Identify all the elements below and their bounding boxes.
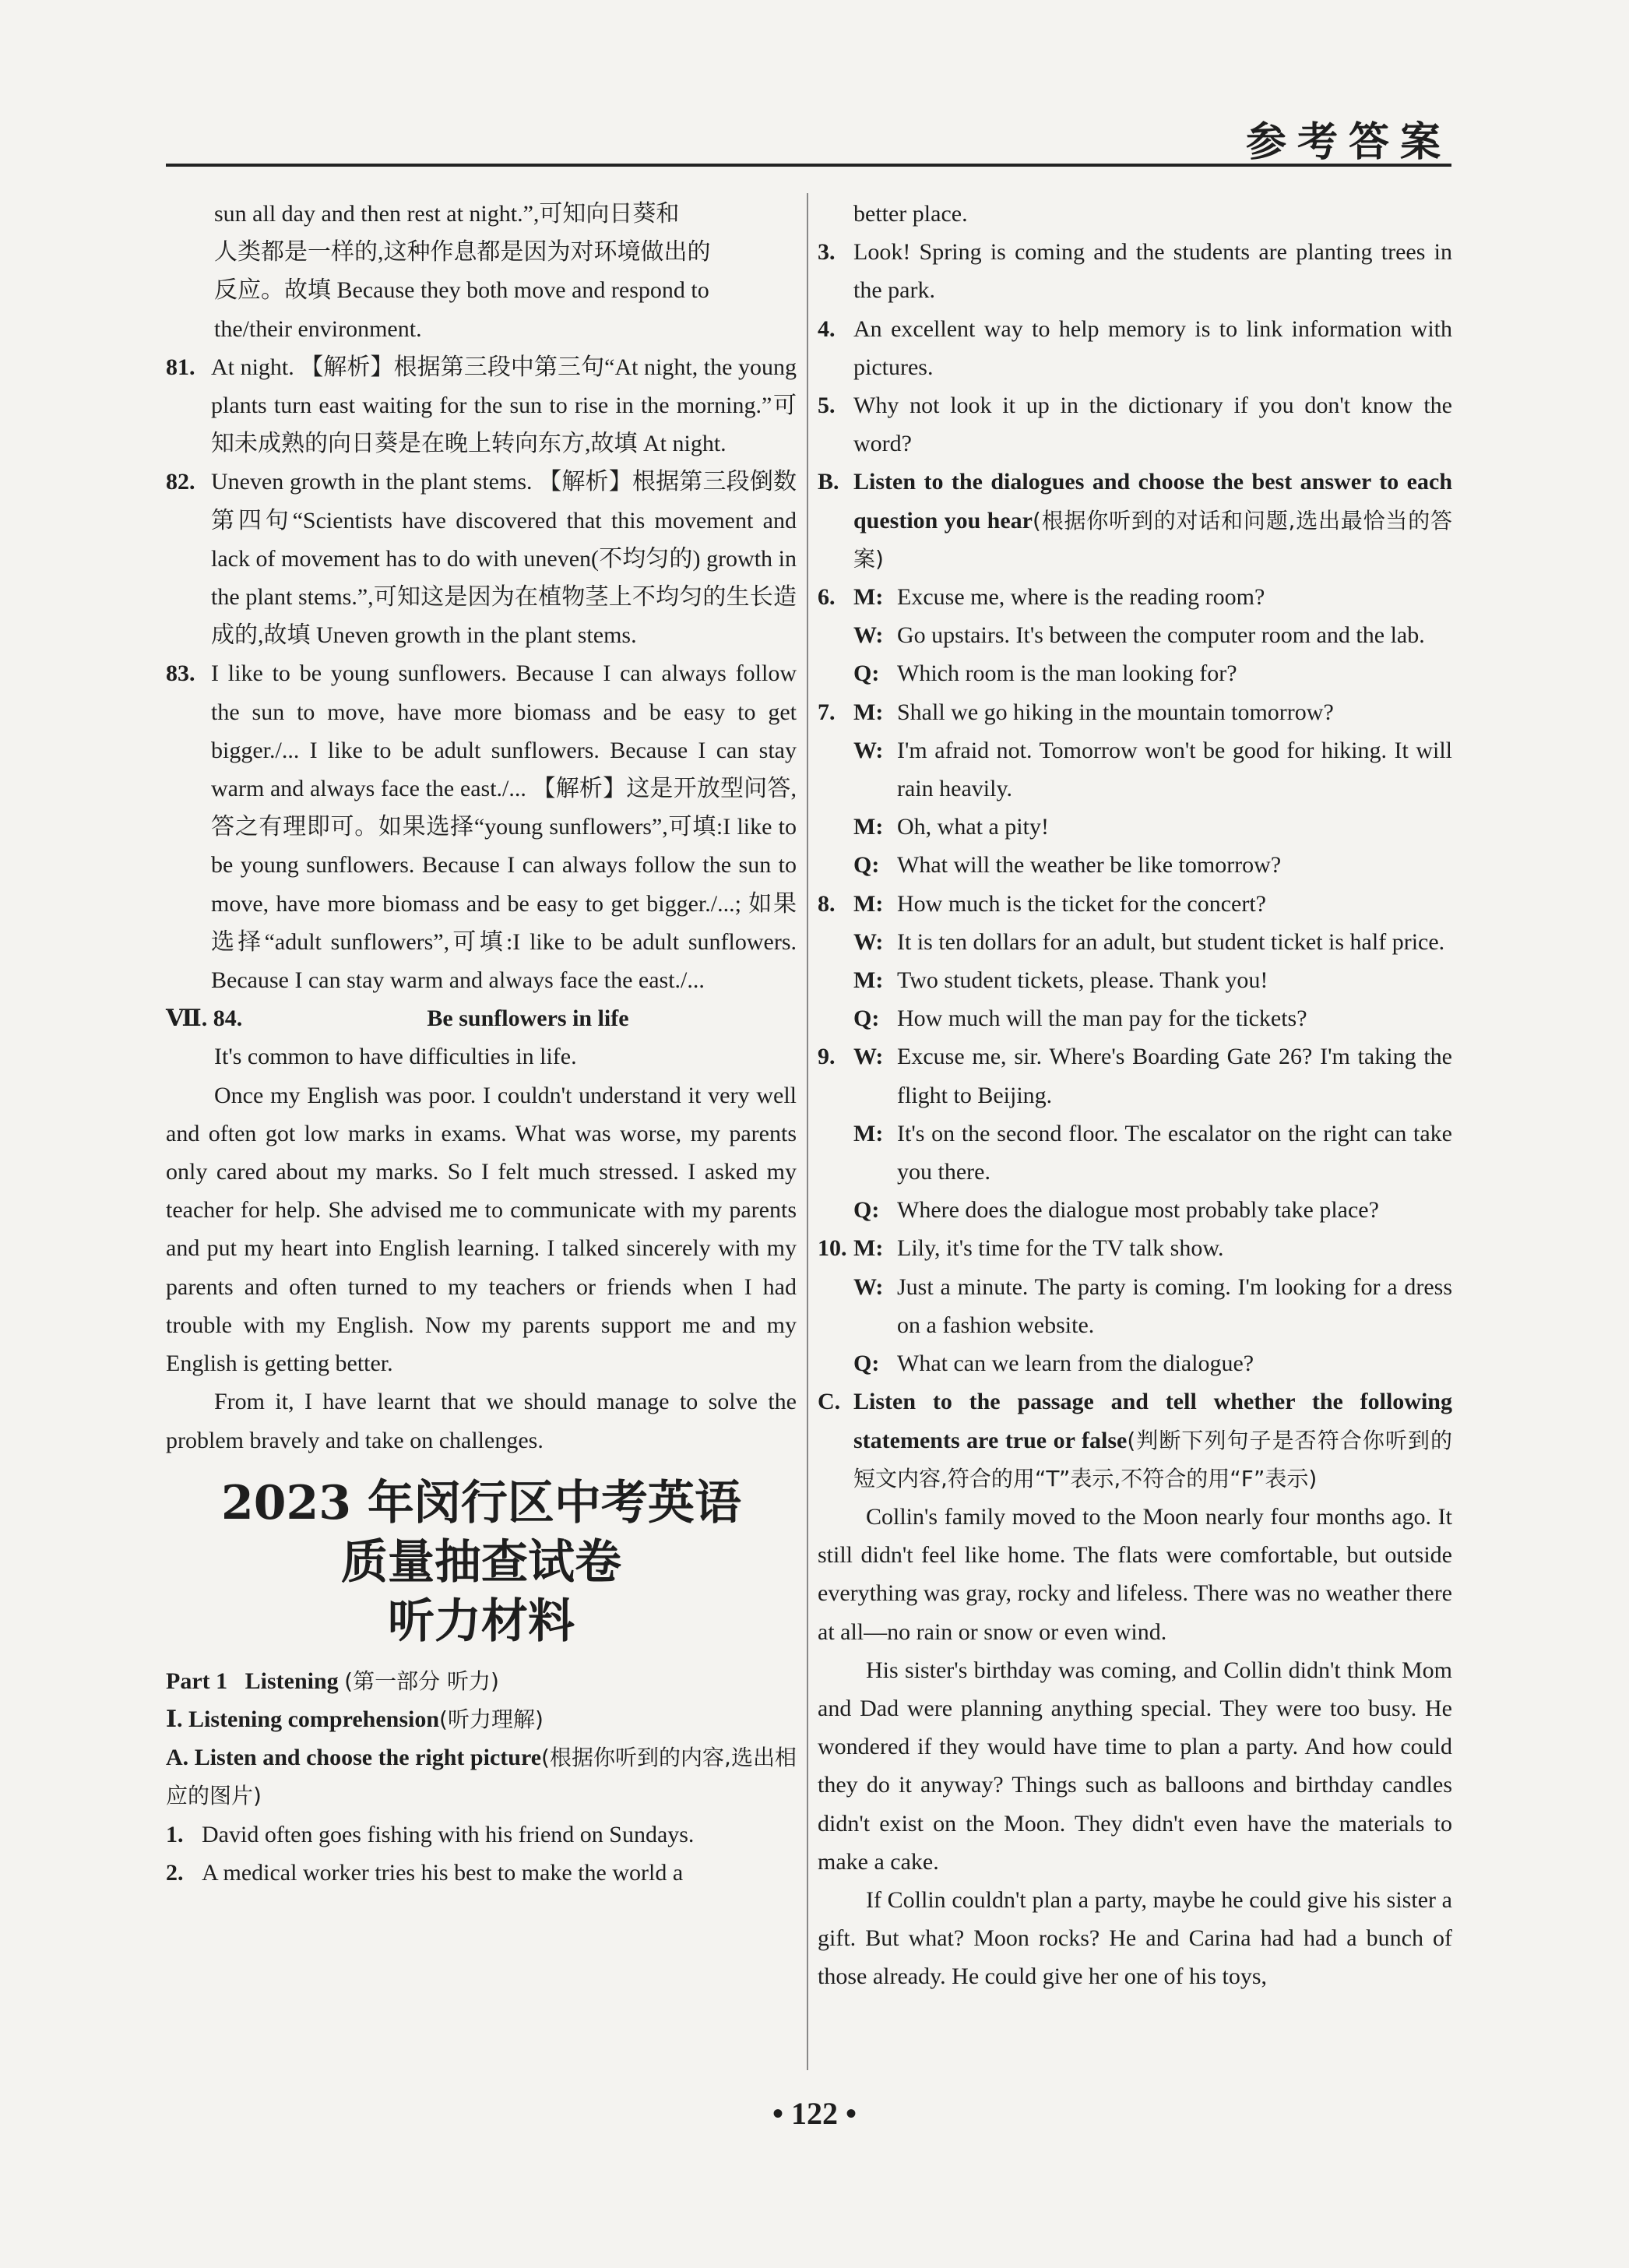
subsection-instruction: Listen to the passage and tell whether the following statements are true or false xyxy=(853,1389,1452,1453)
dialogue-line xyxy=(853,693,1452,731)
answer-text: At night. 【解析】根据第三段中第三句“At night, the young plants turn east waiting for the sun to rise in the morning.”可知未成熟的向日葵是在晚上转向东方,故填 At night. xyxy=(211,354,797,457)
page-number: • 122 • xyxy=(772,2096,857,2131)
answer-number: 81. xyxy=(166,354,195,380)
answer-number: Ⅶ. 84. xyxy=(166,1005,243,1032)
speaker-label: Q: xyxy=(853,1197,880,1224)
dialogue-line xyxy=(853,731,1452,808)
item-number: 4. xyxy=(818,315,836,342)
dialogue-line xyxy=(853,923,1452,961)
dialogue-line xyxy=(853,961,1452,999)
part-name: Listening xyxy=(245,1668,339,1694)
dialogue-line xyxy=(853,1268,1452,1344)
essay-paragraph: From it, I have learnt that we should manage to solve the problem bravely and take on challenges. xyxy=(166,1389,797,1453)
section-label xyxy=(166,1700,797,1738)
subsection-letter: B. xyxy=(818,469,839,495)
dialogue-line xyxy=(853,1115,1452,1191)
part-cn: (第一部分 听力) xyxy=(344,1668,499,1694)
continued-text: better place. xyxy=(853,201,968,227)
section-name: Listening comprehension xyxy=(188,1706,440,1732)
speaker-text: How much will the man pay for the tickets? xyxy=(897,1005,1307,1032)
subsection-cn: (判断下列句子是否符合你听到的短文内容,符合的用“T”表示,不符合的用“F”表示) xyxy=(853,1427,1452,1491)
dialogue-number: 7. xyxy=(818,699,836,725)
speaker-text: Two student tickets, please. Thank you! xyxy=(897,967,1268,994)
right-column xyxy=(818,195,1452,1996)
essay-title: Be sunflowers in life xyxy=(427,1005,629,1032)
dialogue-number: 9. xyxy=(818,1044,836,1070)
speaker-label: W: xyxy=(853,737,884,763)
speaker-label: Q: xyxy=(853,852,880,879)
dialogue-line xyxy=(853,846,1452,884)
speaker-text: I'm afraid not. Tomorrow won't be good for hiking. It will rain heavily. xyxy=(897,737,1452,802)
dialogue-line xyxy=(853,999,1452,1037)
section-number: Ⅰ. xyxy=(166,1706,183,1732)
dialogue-line xyxy=(853,1191,1452,1229)
subsection-letter: A. xyxy=(166,1745,189,1771)
speaker-text: Go upstairs. It's between the computer room and the lab. xyxy=(897,622,1425,649)
subsection-C xyxy=(818,1382,1452,1498)
subsection-instruction: Listen to the dialogues and choose the best answer to each question you hear xyxy=(853,469,1452,534)
speaker-text: Lily, it's time for the TV talk show. xyxy=(897,1235,1224,1262)
section-cn: (听力理解) xyxy=(439,1706,544,1732)
essay-paragraph: Once my English was poor. I couldn't understand it very well and often got low marks in exams. What was worse, my parents only cared about my marks. So I felt much stressed. I asked my teacher for help. She advised me to communicate with my parents and put my heart into English learning. I talked sincerely with my parents and often turned to my teachers or friends when I had trouble with my English. Now my parents support me and my English is getting better. xyxy=(166,1082,797,1377)
dialogue-number: 6. xyxy=(818,584,836,611)
header-rule xyxy=(166,164,1451,167)
speaker-label: M: xyxy=(853,890,884,917)
speaker-label: W: xyxy=(853,622,884,649)
dialogue-line xyxy=(853,885,1452,923)
dialogue-number: 10. xyxy=(818,1235,847,1262)
dialogue-line xyxy=(853,578,1452,616)
dialogue-line xyxy=(853,1229,1452,1267)
speaker-label: W: xyxy=(853,1273,884,1300)
speaker-label: M: xyxy=(853,967,884,994)
dialogue-line xyxy=(853,808,1452,846)
item-text: Why not look it up in the dictionary if you don't know the word? xyxy=(853,393,1452,457)
answer-number: 82. xyxy=(166,469,195,495)
item-text: An excellent way to help memory is to link information with pictures. xyxy=(853,315,1452,380)
speaker-text: It's on the second floor. The escalator on the right can take you there. xyxy=(897,1120,1452,1185)
speaker-label: Q: xyxy=(853,1005,880,1032)
answer-83 xyxy=(166,654,797,999)
column-divider xyxy=(807,193,808,2070)
speaker-text: Oh, what a pity! xyxy=(897,814,1049,840)
speaker-label: W: xyxy=(853,928,884,955)
answer-number: 83. xyxy=(166,660,195,687)
dialogue-line xyxy=(853,616,1452,654)
listening-item xyxy=(818,310,1452,386)
speaker-label: Q: xyxy=(853,660,880,687)
listening-item xyxy=(818,386,1452,463)
speaker-text: What can we learn from the dialogue? xyxy=(897,1351,1254,1377)
part-number: Part 1 xyxy=(166,1668,228,1694)
speaker-text: Where does the dialogue most probably take place? xyxy=(897,1197,1379,1224)
speaker-label: M: xyxy=(853,699,884,725)
dialogue-number: 8. xyxy=(818,890,836,917)
item-text: Look! Spring is coming and the students are planting trees in the park. xyxy=(853,239,1452,304)
dialogue-8 xyxy=(818,885,1452,1038)
item-number: 1. xyxy=(166,1821,184,1847)
item-number: 5. xyxy=(818,393,836,419)
intro-line: 反应。故填 Because they both move and respond to xyxy=(214,277,709,304)
subsection-instruction: Listen and choose the right picture xyxy=(194,1745,542,1771)
dialogue-7 xyxy=(818,693,1452,885)
subsection-cn: (根据你听到的对话和问题,选出最恰当的答案) xyxy=(853,507,1453,572)
speaker-text: What will the weather be like tomorrow? xyxy=(897,852,1282,879)
speaker-text: It is ten dollars for an adult, but student ticket is half price. xyxy=(897,928,1445,955)
subsection-cn: (根据你听到的内容,选出相应的图片) xyxy=(166,1745,797,1809)
speaker-label: Q: xyxy=(853,1351,880,1377)
essay-paragraph: It's common to have difficulties in life. xyxy=(214,1044,577,1070)
speaker-text: Excuse me, where is the reading room? xyxy=(897,584,1265,611)
dialogue-6 xyxy=(818,578,1452,693)
intro-line: sun all day and then rest at night.”,可知向日葵和 xyxy=(214,201,680,227)
dialogue-10 xyxy=(818,1229,1452,1382)
item-number: 3. xyxy=(818,239,836,266)
item-text: David often goes fishing with his friend on Sundays. xyxy=(202,1821,695,1847)
speaker-label: M: xyxy=(853,1235,884,1262)
speaker-text: How much is the ticket for the concert? xyxy=(897,890,1266,917)
speaker-text: Just a minute. The party is coming. I'm looking for a dress on a fashion website. xyxy=(897,1273,1452,1338)
section-heading-line: 听力材料 xyxy=(388,1594,575,1649)
speaker-text: Which room is the man looking for? xyxy=(897,660,1237,687)
speaker-label: W: xyxy=(853,1044,884,1070)
passage-paragraph: Collin's family moved to the Moon nearly four months ago. It still didn't feel like home. The flats were comfortable, but outside everything was gray, rocky and lifeless. There was no weather there at all—no rain or snow or even wind. xyxy=(818,1503,1452,1645)
listening-item xyxy=(166,1815,797,1854)
speaker-text: Shall we go hiking in the mountain tomorrow? xyxy=(897,699,1334,725)
header-title: 参考答案 xyxy=(1245,118,1451,166)
answer-82 xyxy=(166,463,797,654)
listening-item xyxy=(818,233,1452,309)
subsection-A xyxy=(166,1738,797,1815)
speaker-label: M: xyxy=(853,814,884,840)
answer-81 xyxy=(166,348,797,463)
section-heading-line: 2023 年闵行区中考英语 xyxy=(221,1475,741,1530)
dialogue-line xyxy=(853,654,1452,692)
answer-84 xyxy=(166,999,797,1037)
speaker-text: Excuse me, sir. Where's Boarding Gate 26? I'm taking the flight to Beijing. xyxy=(897,1044,1452,1108)
dialogue-9 xyxy=(818,1037,1452,1229)
dialogue-line xyxy=(853,1037,1452,1114)
left-column xyxy=(166,195,797,1892)
section-heading xyxy=(166,1474,797,1651)
listening-item xyxy=(166,1854,797,1892)
item-text: A medical worker tries his best to make the world a xyxy=(202,1859,684,1886)
speaker-label: M: xyxy=(853,1120,884,1146)
intro-line: the/their environment. xyxy=(214,315,422,342)
section-heading-line: 质量抽查试卷 xyxy=(341,1534,621,1590)
answer-text: I like to be young sunflowers. Because I can always follow the sun to move, have more biomass and be easy to get bigger./... I like to be adult sunflowers. Because I can stay warm and always face the east./... 【解析】这是开放型问答,答之有理即可。如果选择“young sunflowers”,可填:I like to be young sunflowers. Because I can always follow the sun to move, have more biomass and be easy to get bigger./...; 如果选择“adult sunflowers”,可填:I like to be adult sunflowers. Because I can stay warm and always face the east./... xyxy=(211,660,797,994)
speaker-label: M: xyxy=(853,584,884,611)
item-number: 2. xyxy=(166,1859,184,1886)
intro-line: 人类都是一样的,这种作息都是因为对环境做出的 xyxy=(214,239,711,266)
dialogue-line xyxy=(853,1344,1452,1382)
part-label xyxy=(166,1662,797,1700)
passage-paragraph: If Collin couldn't plan a party, maybe he could give his sister a gift. But what? Moon rocks? He and Carina had had a bunch of those already. He could give her one of his toys, xyxy=(818,1886,1452,1990)
answer-text: Uneven growth in the plant stems. 【解析】根据第三段倒数第四句“Scientists have discovered that this movement and lack of movement has to do with uneven(不均匀的) growth in the plant stems.”,可知这是因为在植物茎上不均匀的生长造成的,故填 Uneven growth in the plant stems. xyxy=(211,469,797,649)
passage-paragraph: His sister's birthday was coming, and Collin didn't think Mom and Dad were planning anything special. They were too busy. He wondered if they would have time to plan a party. And how could they do it anyway? Things such as balloons and birthday candles didn't exist on the Moon. They didn't even have the materials to make a cake. xyxy=(818,1657,1452,1875)
subsection-B xyxy=(818,463,1452,578)
subsection-letter: C. xyxy=(818,1389,841,1415)
